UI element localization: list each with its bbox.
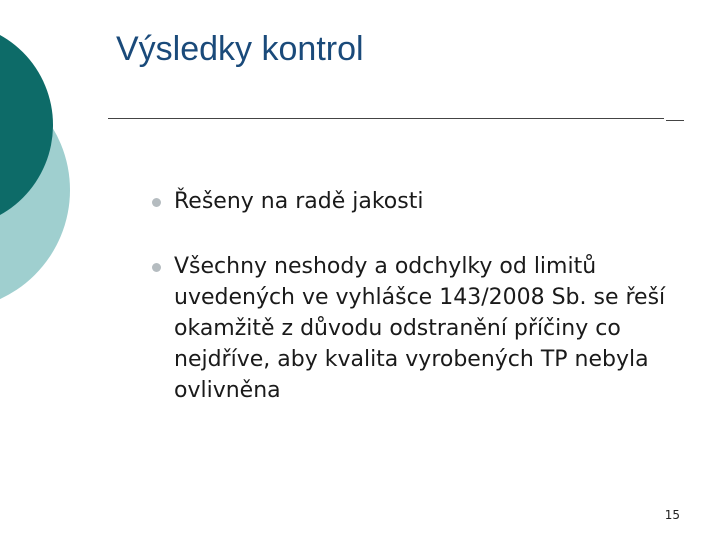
page-number: 15 (664, 508, 680, 522)
bullet-list (148, 186, 678, 440)
bullet-text: Všechny neshody a odchylky od limitů uvedených ve vyhlášce 143/2008 Sb. se řeší okamžitě z důvodu odstranění příčiny co nejdříve, aby kvalita vyrobených TP nebyla ovlivněna (174, 254, 666, 403)
bullet-item (148, 186, 678, 217)
bullet-item (148, 251, 678, 406)
bullet-icon (152, 198, 161, 207)
decorative-circles (0, 0, 80, 300)
slide-title: Výsledky kontrol (116, 30, 364, 68)
title-divider (108, 118, 664, 119)
title-divider-end (666, 120, 684, 121)
bullet-text: Řešeny na radě jakosti (174, 189, 424, 214)
bullet-icon (152, 263, 161, 272)
